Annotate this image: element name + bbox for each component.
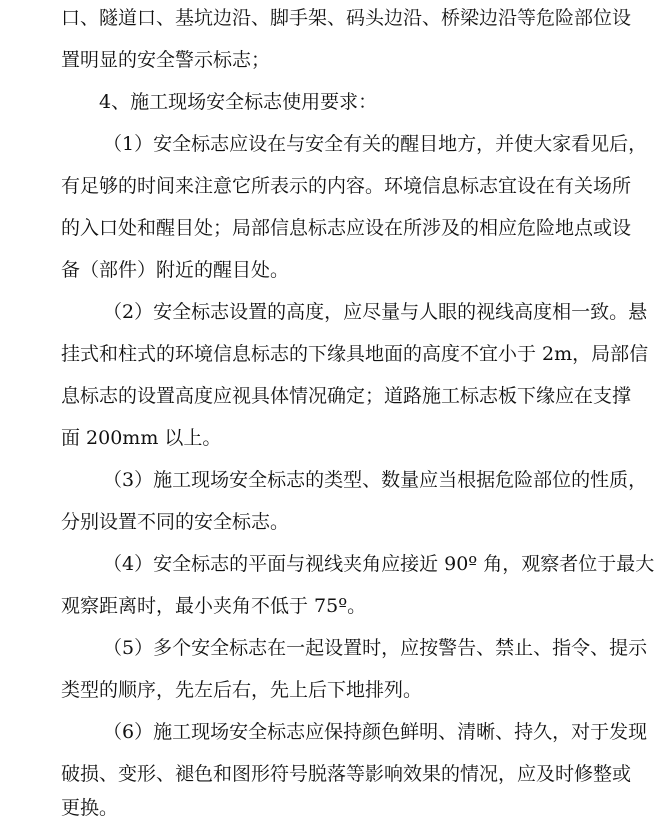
text-line xyxy=(0,131,662,157)
text-line-content: （3）施工现场安全标志的类型、数量应当根据危险部位的性质， xyxy=(103,469,648,491)
text-line-content: 置明显的安全警示标志； xyxy=(61,49,271,71)
section-heading xyxy=(0,89,662,115)
text-line-content: 观察距离时，最小夹角不低于 75º。 xyxy=(61,595,367,617)
text-line xyxy=(0,719,662,745)
text-line xyxy=(0,215,662,241)
text-line xyxy=(0,509,662,535)
text-line xyxy=(0,795,662,821)
text-line xyxy=(0,341,662,367)
text-line xyxy=(0,425,662,451)
text-line-content: 息标志的设置高度应视具体情况确定；道路施工标志板下缘应在支撑 xyxy=(61,385,632,407)
text-line-content: 面 200mm 以上。 xyxy=(61,427,222,449)
text-line-content: 有足够的时间来注意它所表示的内容。环境信息标志宜设在有关场所 xyxy=(61,175,632,197)
text-line-content: 更换。 xyxy=(61,797,119,819)
text-line xyxy=(0,593,662,619)
text-line-content: 口、隧道口、基坑边沿、脚手架、码头边沿、桥梁边沿等危险部位设 xyxy=(61,7,632,29)
text-line-content: （4）安全标志的平面与视线夹角应接近 90º 角，观察者位于最大 xyxy=(103,553,655,575)
text-line xyxy=(0,5,662,31)
text-line-content: 破损、变形、褪色和图形符号脱落等影响效果的情况，应及时修整或 xyxy=(61,763,632,785)
text-line xyxy=(0,173,662,199)
text-line xyxy=(0,299,662,325)
text-line-content: （1）安全标志应设在与安全有关的醒目地方，并使大家看见后， xyxy=(103,133,648,155)
text-line-content: 挂式和柱式的环境信息标志的下缘具地面的高度不宜小于 2m，局部信 xyxy=(61,343,649,365)
section-heading-text: 4、施工现场安全标志使用要求： xyxy=(99,91,378,113)
text-line xyxy=(0,761,662,787)
text-line xyxy=(0,467,662,493)
text-line-content: （2）安全标志设置的高度，应尽量与人眼的视线高度相一致。悬 xyxy=(103,301,648,323)
text-line xyxy=(0,635,662,661)
text-line xyxy=(0,47,662,73)
text-line-content: 备（部件）附近的醒目处。 xyxy=(61,259,290,281)
text-line-content: 的入口处和醒目处；局部信息标志应设在所涉及的相应危险地点或设 xyxy=(61,217,632,239)
text-line xyxy=(0,677,662,703)
text-line xyxy=(0,257,662,283)
text-line-content: （6）施工现场安全标志应保持颜色鲜明、清晰、持久，对于发现 xyxy=(103,721,648,743)
text-line-content: 分别设置不同的安全标志。 xyxy=(61,511,290,533)
text-line-content: （5）多个安全标志在一起设置时，应按警告、禁止、指令、提示 xyxy=(103,637,648,659)
text-line xyxy=(0,551,662,577)
text-line-content: 类型的顺序，先左后右，先上后下地排列。 xyxy=(61,679,423,701)
text-line xyxy=(0,383,662,409)
